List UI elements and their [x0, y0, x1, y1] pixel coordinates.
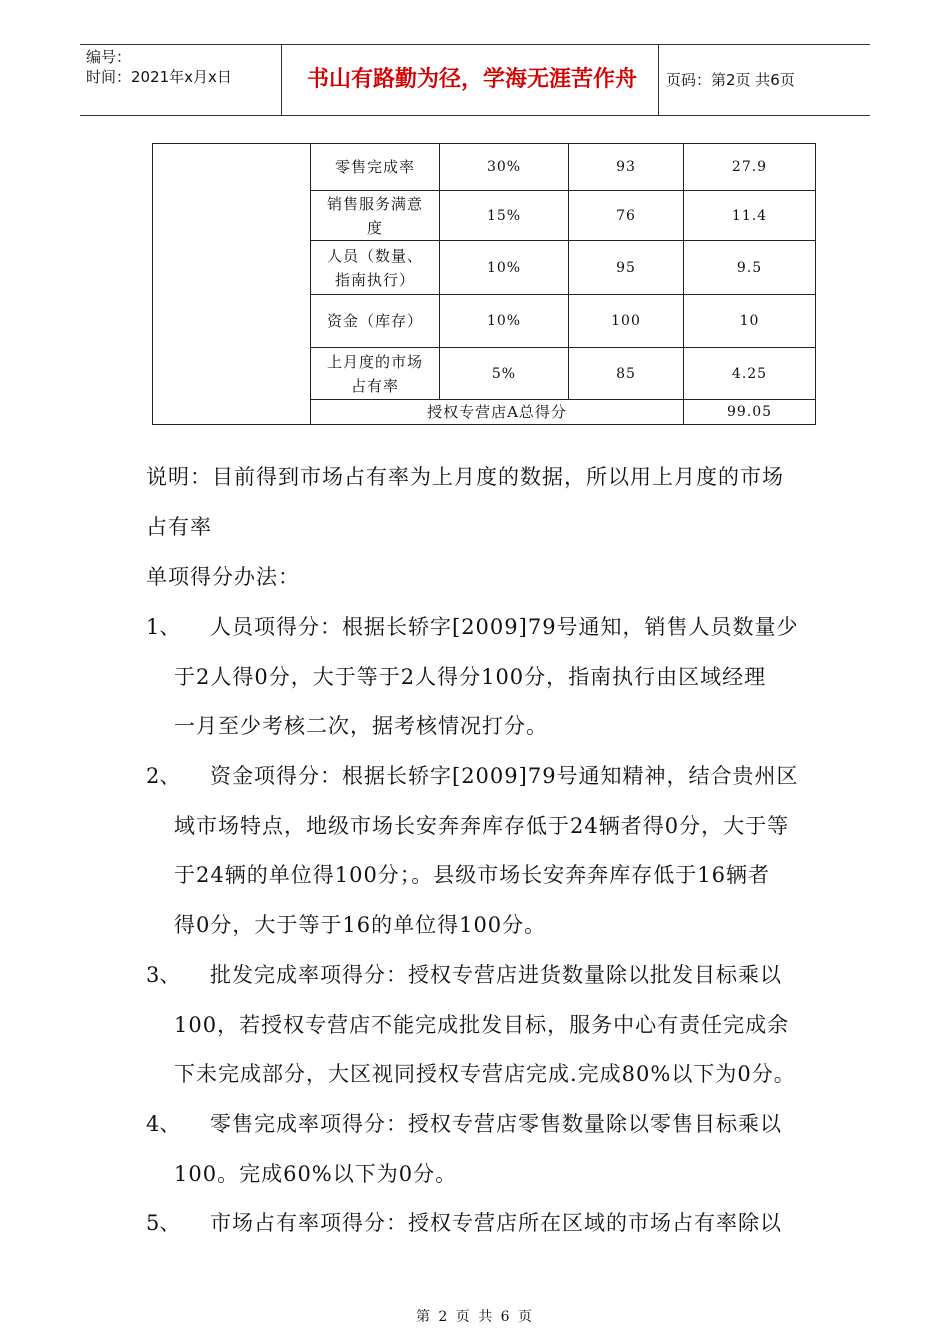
- total-label: 授权专营店A总得分: [311, 400, 684, 425]
- item-line: 一月至少考核二次，据考核情况打分。: [174, 714, 548, 738]
- header-motto: 书山有路勤为径，学海无涯苦作舟: [306, 67, 637, 92]
- item-line: 资金项得分：根据长轿字[2009]79号通知精神，结合贵州区: [210, 764, 799, 788]
- item-line: 下未完成部分，大区视同授权专营店完成.完成80%以下为0分。: [174, 1062, 796, 1086]
- weighted-cell: 27.9: [684, 144, 816, 191]
- item-line: 域市场特点，地级市场长安奔奔库存低于24辆者得0分，大于等: [174, 814, 790, 838]
- item-line: 度: [366, 218, 383, 237]
- item-line: 市场占有率项得分：授权专营店所在区域的市场占有率除以: [210, 1211, 782, 1235]
- score-cell: 93: [569, 144, 684, 191]
- item-line: 占有率: [350, 376, 399, 395]
- weight-cell: 30%: [440, 144, 569, 191]
- weighted-cell: 10: [684, 295, 816, 348]
- item-cell: 零售完成率: [311, 144, 440, 191]
- item-number: 5、: [146, 1211, 181, 1235]
- item-number: 3、: [146, 963, 181, 987]
- weight-cell: 15%: [440, 191, 569, 241]
- weighted-cell: 9.5: [684, 241, 816, 295]
- item-line: 得0分，大于等于16的单位得100分。: [174, 913, 547, 937]
- weight-cell: 5%: [440, 348, 569, 400]
- score-cell: 76: [569, 191, 684, 241]
- item-line: 销售服务满意: [326, 194, 423, 213]
- item-line: 人员（数量、: [326, 246, 423, 265]
- item-line: 100。完成60%以下为0分。: [174, 1162, 458, 1186]
- weight-cell: 10%: [440, 295, 569, 348]
- note-line: 说明：目前得到市场占有率为上月度的数据，所以用上月度的市场: [146, 465, 784, 489]
- note-line: 占有率: [146, 515, 212, 539]
- item-line: 于2人得0分，大于等于2人得分100分，指南执行由区域经理: [174, 665, 767, 689]
- page-header: [80, 44, 870, 116]
- item-number: 2、: [146, 764, 181, 788]
- item-line: 人员项得分：根据长轿字[2009]79号通知，销售人员数量少: [210, 615, 799, 639]
- page-footer: 第 2 页 共 6 页: [415, 1309, 535, 1325]
- item-line: 上月度的市场: [326, 352, 423, 371]
- score-cell: 95: [569, 241, 684, 295]
- method-title: 单项得分办法：: [146, 565, 300, 589]
- item-line: 指南执行）: [334, 270, 415, 289]
- total-value: 99.05: [684, 400, 816, 425]
- doc-number-label: 编号：: [86, 48, 132, 66]
- item-line: 批发完成率项得分：授权专营店进货数量除以批发目标乘以: [210, 963, 782, 987]
- score-table: [152, 143, 816, 425]
- weighted-cell: 11.4: [684, 191, 816, 241]
- item-cell: [311, 241, 440, 295]
- item-line: 零售完成率项得分：授权专营店零售数量除以零售目标乘以: [210, 1112, 782, 1136]
- weighted-cell: 4.25: [684, 348, 816, 400]
- weight-cell: 10%: [440, 241, 569, 295]
- item-number: 1、: [146, 615, 181, 639]
- table-row: [153, 144, 816, 191]
- item-number: 4、: [146, 1112, 181, 1136]
- header-page-label: 页码：第2页 共6页: [666, 71, 795, 89]
- item-cell: [311, 348, 440, 400]
- item-line: 100，若授权专营店不能完成批发目标，服务中心有责任完成余: [174, 1013, 790, 1037]
- doc-time-label: 时间：2021年x月x日: [86, 68, 232, 86]
- item-cell: [311, 191, 440, 241]
- blank-cell: [153, 144, 311, 425]
- header-divider: [658, 45, 659, 115]
- item-line: 于24辆的单位得100分；。县级市场长安奔奔库存低于16辆者: [174, 863, 771, 887]
- score-cell: 100: [569, 295, 684, 348]
- header-meta: [86, 47, 232, 87]
- header-divider: [281, 45, 282, 115]
- item-cell: 资金（库存）: [311, 295, 440, 348]
- score-cell: 85: [569, 348, 684, 400]
